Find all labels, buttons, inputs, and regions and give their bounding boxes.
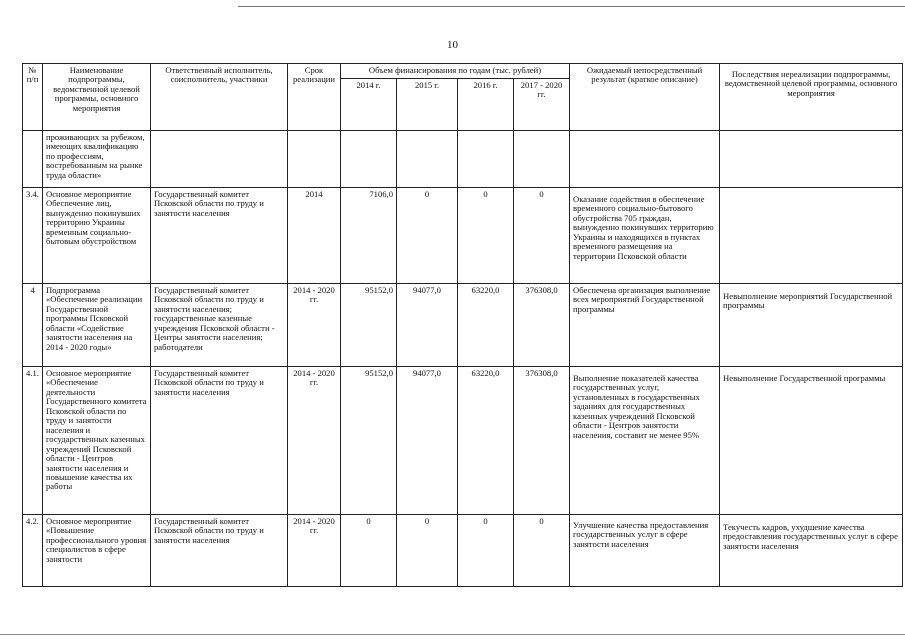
row-result — [570, 131, 720, 188]
header-result: Ожидаемый непосредственный результат (краткое описание) — [570, 64, 720, 131]
row-executor: Государственный комитет Псковской области по труду и занятости населения — [151, 188, 288, 284]
row-value-2015: 0 — [397, 515, 458, 587]
table-row — [23, 284, 903, 367]
header-num: № п/п — [23, 64, 43, 131]
row-name: Основное мероприятие «Повышение профессионального уровня специалистов в сфере занятости — [43, 515, 151, 587]
header-funding: Объем финансирования по годам (тыс. рублей) — [341, 64, 570, 79]
row-consequences: Невыполнение мероприятий Государственной программы — [720, 284, 903, 367]
row-name: Подпрограмма «Обеспечение реализации Государственной программы Псковской области «Содействие занятости населения на 2014 - 2020 годы» — [43, 284, 151, 367]
row-result: Улучшение качества предоставления государственных услуг в сфере занятости населения — [570, 515, 720, 587]
row-executor: Государственный комитет Псковской области по труду и занятости населения — [151, 367, 288, 515]
row-value-2017-2020: 376308,0 — [514, 367, 570, 515]
row-name: Основное мероприятие «Обеспечение деятельности Государственного комитета Псковской области по труду и занятости населения и государственных казенных учреждений Псковской области - Центров занятости населения и повышение качества их работы — [43, 367, 151, 515]
header-consequences: Последствия нереализации подпрограммы, ведомственной целевой программы, основного мероприятия — [720, 64, 903, 131]
row-value-2016: 0 — [458, 515, 514, 587]
row-consequences: Текучесть кадров, ухудшение качества предоставления государственных услуг в сфере занятости населения — [720, 515, 903, 587]
row-value-2016: 63220,0 — [458, 284, 514, 367]
row-num: 4 — [23, 284, 43, 367]
table-row — [23, 131, 903, 188]
row-value-2014: 0 — [341, 515, 397, 587]
row-period: 2014 — [288, 188, 341, 284]
row-value-2015: 94077,0 — [397, 367, 458, 515]
table-row — [23, 515, 903, 587]
row-period — [288, 131, 341, 188]
row-value-2017-2020: 376308,0 — [514, 284, 570, 367]
row-value-2014: 95152,0 — [341, 367, 397, 515]
row-result: Выполнение показателей качества государственных услуг, установленных в государственных заданиях для государственных казенных учреждений Псковской области - Центров занятости населения, составит не менее 95% — [570, 367, 720, 515]
row-num: 4.2. — [23, 515, 43, 587]
top-rule — [238, 6, 905, 7]
page-number: 10 — [447, 39, 458, 51]
header-year-2014: 2014 г. — [341, 79, 397, 131]
header-year-2015: 2015 г. — [397, 79, 458, 131]
header-year-2016: 2016 г. — [458, 79, 514, 131]
row-value-2017-2020: 0 — [514, 515, 570, 587]
row-period: 2014 - 2020 гг. — [288, 367, 341, 515]
row-value-2014 — [341, 131, 397, 188]
row-value-2015 — [397, 131, 458, 188]
table-row — [23, 367, 903, 515]
row-result: Обеспечена организация выполнение всех мероприятий Государственной программы — [570, 284, 720, 367]
row-period: 2014 - 2020 гг. — [288, 515, 341, 587]
row-name: Основное мероприятие Обеспечение лиц, вынужденно покинувших территорию Украины временным социально-бытовым обустройством — [43, 188, 151, 284]
row-value-2014: 95152,0 — [341, 284, 397, 367]
bottom-rule — [0, 634, 905, 635]
row-value-2016: 0 — [458, 188, 514, 284]
row-name: проживающих за рубежом, имеющих квалификацию по профессиям, востребованным на рынке труда области» — [43, 131, 151, 188]
row-period: 2014 - 2020 гг. — [288, 284, 341, 367]
row-num: 3.4. — [23, 188, 43, 284]
header-executor: Ответственный исполнитель, соисполнитель, участники — [151, 64, 288, 131]
row-executor: Государственный комитет Псковской области по труду и занятости населения — [151, 515, 288, 587]
row-value-2017-2020: 0 — [514, 188, 570, 284]
row-num: 4.1. — [23, 367, 43, 515]
row-value-2016 — [458, 131, 514, 188]
row-value-2016: 63220,0 — [458, 367, 514, 515]
row-value-2015: 0 — [397, 188, 458, 284]
row-consequences — [720, 131, 903, 188]
row-value-2014: 7106,0 — [341, 188, 397, 284]
program-table — [22, 63, 903, 587]
row-executor — [151, 131, 288, 188]
row-result: Оказание содействия в обеспечение временного социально-бытового обустройства 705 граждан, вынужденно покинувших территорию Украины и находящихся в пунктах временного размещения на территории Псковской области — [570, 188, 720, 284]
row-value-2017-2020 — [514, 131, 570, 188]
header-year-2017-2020: 2017 - 2020 гг. — [514, 79, 570, 131]
row-consequences: Невыполнение Государственной программы — [720, 367, 903, 515]
header-period: Срок реализации — [288, 64, 341, 131]
row-num — [23, 131, 43, 188]
row-value-2015: 94077,0 — [397, 284, 458, 367]
row-consequences — [720, 188, 903, 284]
header-name: Наименование подпрограммы, ведомственной целевой программы, основного мероприятия — [43, 64, 151, 131]
row-executor: Государственный комитет Псковской области по труду и занятости населения; государственные казенные учреждения Псковской области - Центры занятости населения; работодатели — [151, 284, 288, 367]
table-row — [23, 188, 903, 284]
